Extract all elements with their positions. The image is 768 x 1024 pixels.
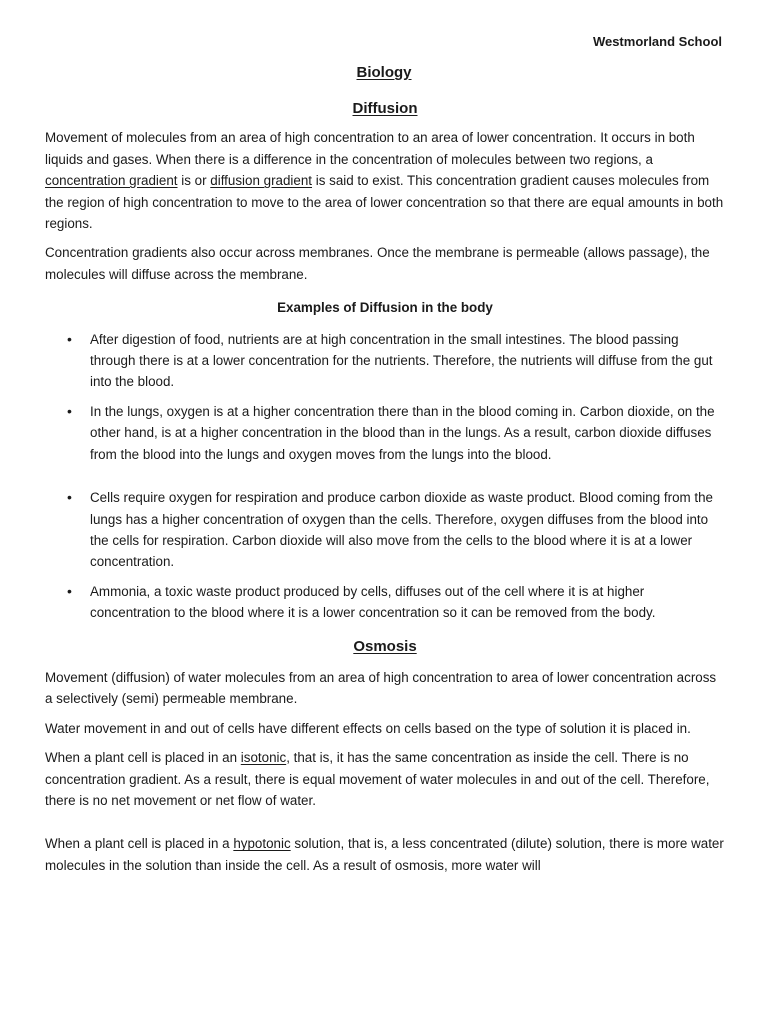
term-hypotonic: hypotonic xyxy=(233,836,291,852)
osmosis-paragraph-2: Water movement in and out of cells have different effects on cells based on the type of solution it is placed in. xyxy=(45,720,691,736)
list-item xyxy=(45,581,725,624)
subject-title: Biology xyxy=(356,64,412,81)
school-name: Westmorland School xyxy=(592,34,722,49)
list-item xyxy=(45,401,725,465)
text-span: Movement of molecules from an area of high concentration to an area of lower concentration. It occurs in both liquids and gases. When there is a difference in the concentration of molecules between two regions, a xyxy=(45,130,695,167)
term-diffusion-gradient: diffusion gradient xyxy=(210,173,313,189)
diffusion-paragraph-2: Concentration gradients also occur across membranes. Once the membrane is permeable (allows passage), the molecules will diffuse across the membrane. xyxy=(45,245,710,282)
list-item-text: In the lungs, oxygen is at a higher concentration there than in the blood coming in. Carbon dioxide, on the other hand, is at a higher concentration in the blood than in the lungs. As a result, carbon dioxide diffuses from the blood into the lungs and oxygen moves from the lungs into the blood. xyxy=(90,403,715,462)
list-item-text: After digestion of food, nutrients are at high concentration in the small intestines. The blood passing through there is at a lower concentration for the nutrients. Therefore, the nutrients will diffuse from the gut into the blood. xyxy=(90,331,713,390)
term-isotonic: isotonic xyxy=(240,750,287,766)
osmosis-paragraph-1: Movement (diffusion) of water molecules from an area of high concentration to area of lower concentration across a selectively (semi) permeable membrane. xyxy=(45,669,717,707)
osmosis-paragraph-3 xyxy=(45,747,725,811)
bullet-icon: • xyxy=(67,330,72,347)
list-item xyxy=(45,487,725,573)
document-body xyxy=(45,98,725,884)
text-span: solution, that is, a less concentrated (dilute) solution, there is more water molecules in the solution than inside the cell. As a result of osmosis, more water will xyxy=(45,836,724,873)
diffusion-paragraph-1 xyxy=(45,127,725,234)
list-item xyxy=(45,329,725,393)
text-span: is said to exist. This concentration gradient causes molecules from the region of high concentration to move to the area of lower concentration so that there are equal amounts in both regions. xyxy=(45,173,724,232)
osmosis-heading: Osmosis xyxy=(353,637,417,655)
list-item-text: Ammonia, a toxic waste product produced by cells, diffuses out of the cell where it is at higher concentration to the blood where it is a lower concentration so it can be removed from the body. xyxy=(90,583,656,621)
bullet-icon: • xyxy=(67,582,72,599)
examples-heading: Examples of Diffusion in the body xyxy=(277,300,493,316)
text-span: , that is, it has the same concentration as inside the cell. There is no concentration gradient. As a result, there is equal movement of water molecules in and out of the cell. Therefore, there is no net movement or net flow of water. xyxy=(45,750,710,808)
bullet-icon: • xyxy=(67,402,72,419)
text-span: When a plant cell is placed in a xyxy=(45,836,234,852)
diffusion-heading: Diffusion xyxy=(352,100,418,117)
list-item-text: Cells require oxygen for respiration and produce carbon dioxide as waste product. Blood coming from the lungs has a higher concentration of oxygen than the cells. Therefore, oxygen diffuses from the blood into the cells for respiration. Carbon dioxide will also move from the cells to the blood where it is at a lower concentration. xyxy=(90,490,714,570)
term-concentration-gradient: concentration gradient xyxy=(45,173,178,189)
text-span: When a plant cell is placed in an xyxy=(45,750,241,766)
examples-list xyxy=(45,329,725,624)
osmosis-paragraph-4 xyxy=(45,833,725,876)
bullet-icon: • xyxy=(67,489,72,506)
text-span: is or xyxy=(177,173,211,189)
